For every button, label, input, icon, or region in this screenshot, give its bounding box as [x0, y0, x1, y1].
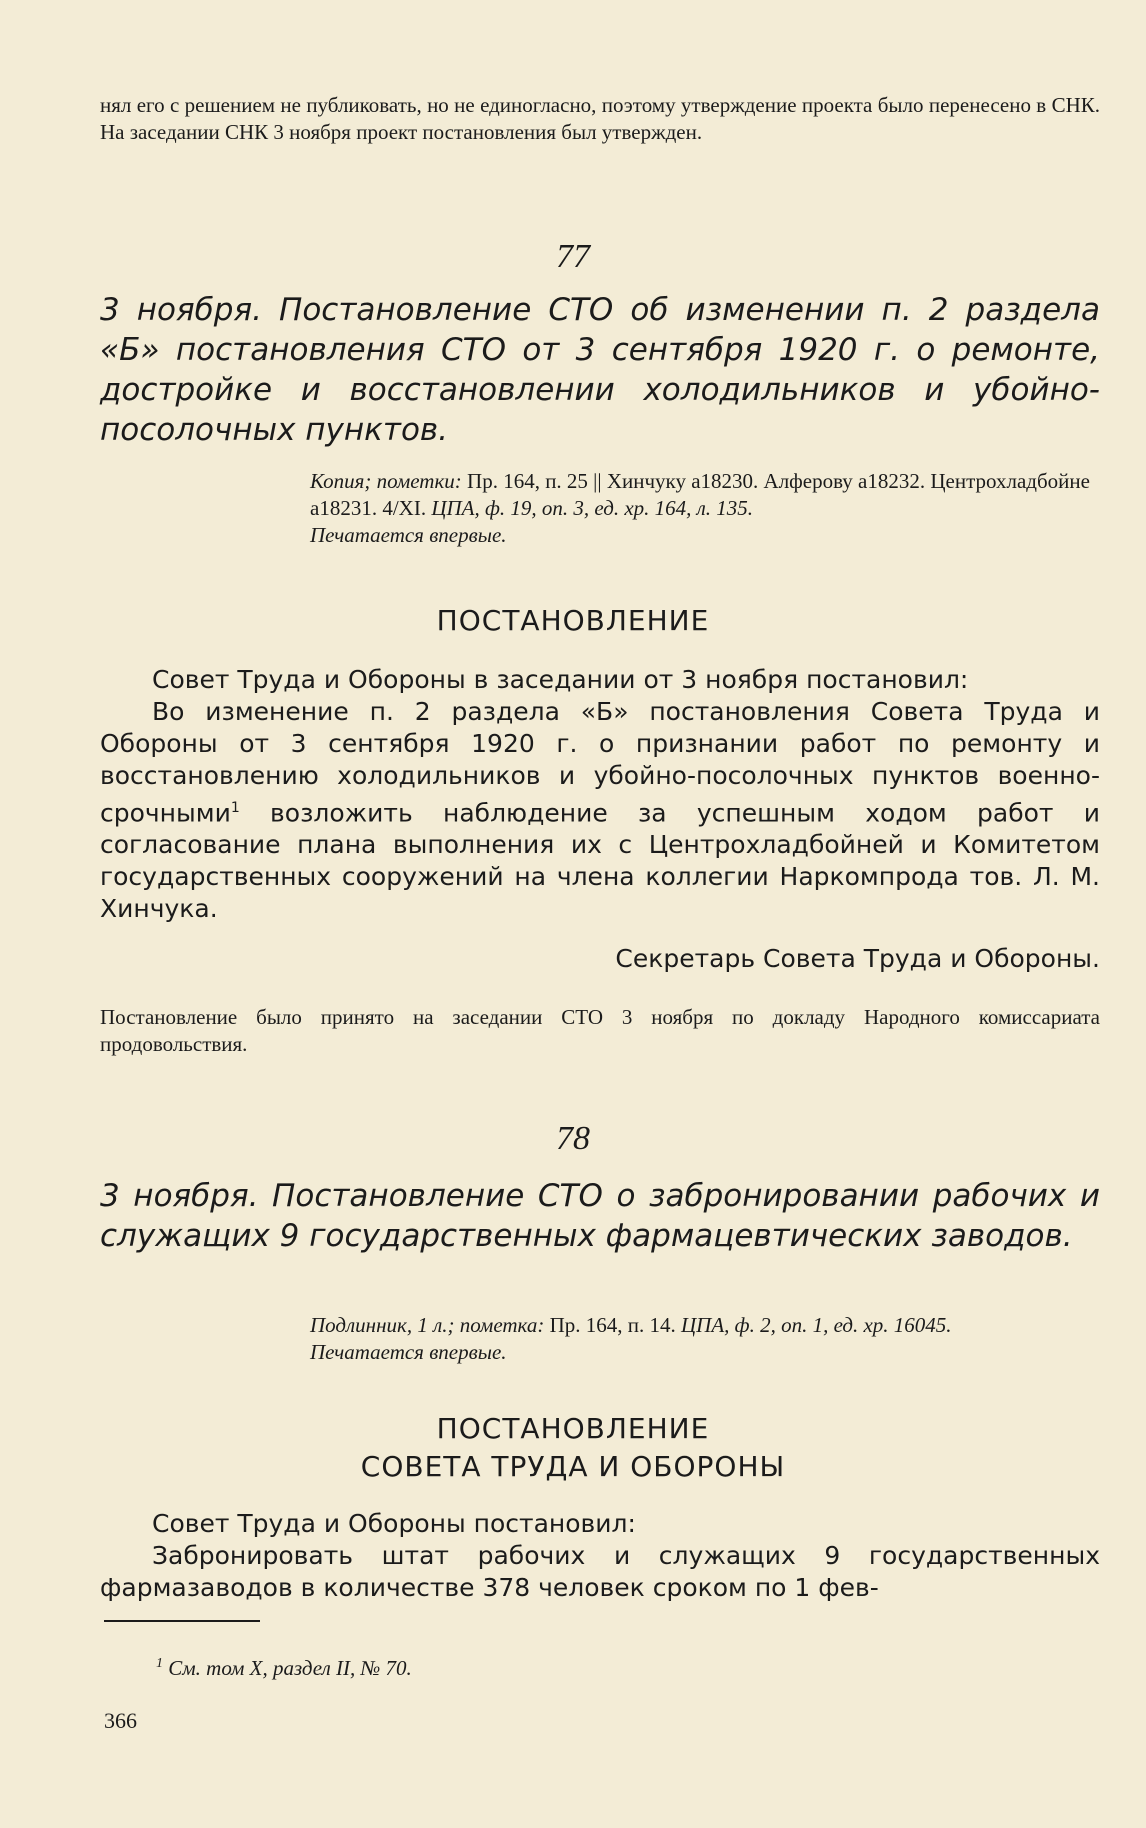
page-number: 366	[104, 1708, 137, 1733]
footnote: $^1$ См. том X, раздел II, № 70.	[156, 1656, 412, 1680]
body-paragraph: Совет Труда и Обороны постановил:	[152, 1509, 636, 1538]
document-number-77: 77	[556, 238, 590, 275]
source-note-78	[310, 1312, 1100, 1366]
resolution-body-78	[100, 1508, 1100, 1604]
document-title-77: 3 ноября. Постановление СТО об изменении п. 2 раздела «Б» постановления СТО от 3 сентября 1920 г. о ремонте, достройке и восстановлении холодильников и убойно-посолочных пунктов.	[100, 292, 1100, 448]
source-label: Подлинник, 1 л.; пометка:	[310, 1313, 545, 1337]
resolution-body-77	[100, 664, 1100, 925]
archive-reference: ЦПА, ф. 2, оп. 1, ед. хр. 16045.	[681, 1313, 952, 1337]
body-paragraph: Совет Труда и Обороны в заседании от 3 ноября постановил:	[152, 665, 969, 694]
footnote-divider	[104, 1620, 260, 1622]
source-text: Пр. 164, п. 25 || Хинчуку а18230. Алферову а18232. Центрохладбойне а18231. 4/XI.	[310, 469, 1090, 520]
adoption-note-77: Постановление было принято на заседании СТО 3 ноября по докладу Народного комиссариата продовольствия.	[100, 1005, 1100, 1056]
body-paragraph: Забронировать штат рабочих и служащих 9 государственных фармазаводов в количестве 378 человек сроком по 1 фев-	[100, 1541, 1100, 1602]
resolution-heading-77: ПОСТАНОВЛЕНИЕ	[436, 604, 710, 637]
print-note: Печатается впервые.	[310, 1340, 507, 1364]
footnote-marker: 1	[230, 800, 240, 816]
source-text: Пр. 164, п. 14.	[549, 1313, 676, 1337]
source-note-77	[310, 468, 1100, 549]
resolution-subheading-78: СОВЕТА ТРУДА И ОБОРОНЫ	[360, 1450, 786, 1483]
archive-reference: ЦПА, ф. 19, оп. 3, ед. хр. 164, л. 135.	[431, 496, 754, 520]
print-note: Печатается впервые.	[310, 523, 507, 547]
body-paragraph: Во изменение п. 2 раздела «Б» постановления Совета Труда и Обороны от 3 сентября 1920 г. о признании работ по ремонту и восстановлению холодильников и убойно-посолочных пунктов военно-срочными$^1$ возложить наблюдение за успешным ходом работ и согласование плана выполнения их с Центрохладбойней и Комитетом государственных сооружений на члена коллегии Наркомпрода тов. Л. М. Хинчука.	[100, 697, 1100, 924]
footnote-marker: 1	[156, 1656, 163, 1671]
source-label: Копия; пометки:	[310, 469, 462, 493]
signature-77: Секретарь Совета Труда и Обороны.	[615, 944, 1100, 973]
intro-paragraph: нял его с решением не публиковать, но не единогласно, поэтому утверждение проекта было перенесено в СНК. На заседании СНК 3 ноября проект постановления был утвержден.	[100, 93, 1100, 144]
document-number-78: 78	[556, 1120, 590, 1157]
document-title-78: 3 ноября. Постановление СТО о забронировании рабочих и служащих 9 государственных фармацевтических заводов.	[100, 1178, 1100, 1254]
resolution-heading-78: ПОСТАНОВЛЕНИЕ	[436, 1412, 710, 1445]
